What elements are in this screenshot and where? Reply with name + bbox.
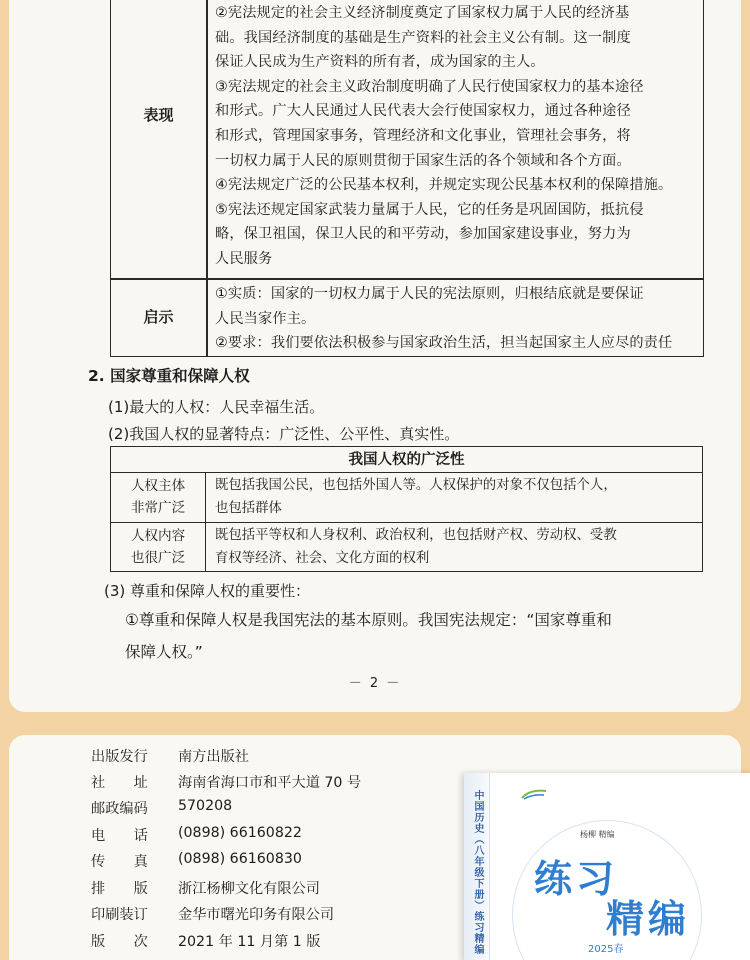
point-3-line-2: 保障人权。” [125, 643, 203, 661]
pub-value: 海南省海口市和平大道 70 号 [178, 775, 362, 791]
pub-value: 2021 年 11 月第 1 版 [178, 934, 321, 950]
human-rights-table [110, 446, 703, 572]
pub-label: 邮政编码 [91, 801, 148, 817]
pub-value: 南方出版社 [178, 749, 249, 765]
pub-label: 印刷装订 [91, 907, 148, 923]
pub-value: (0898) 66160830 [178, 851, 302, 867]
pub-row-edition [91, 931, 321, 951]
text-line: 础。我国经济制度的基础是生产资料的社会主义公有制。这一制度 [215, 29, 631, 46]
pub-row-phone [91, 825, 302, 845]
pub-value: (0898) 66160822 [178, 825, 302, 841]
book-authors: 杨柳 精编 [580, 830, 615, 839]
row-content [215, 523, 699, 570]
text-line: 保证人民成为生产资料的所有者，成为国家的主人。 [215, 54, 545, 71]
page-number: － 2 － [348, 676, 402, 691]
label-line: 非常广泛 [130, 500, 186, 516]
pub-row-fax [91, 851, 302, 871]
text-line: 人民服务 [215, 250, 273, 267]
table-divider [111, 278, 703, 280]
text-line: 也包括群体 [215, 501, 282, 516]
pub-row-publisher [91, 746, 249, 766]
book-title-line-1: 练习 [534, 857, 619, 901]
pub-label: 排 版 [91, 881, 148, 897]
book-edition-year: 2025春 [588, 944, 624, 955]
point-3-line-1: ①尊重和保障人权是我国宪法的基本原则。我国宪法规定：“国家尊重和 [125, 611, 612, 629]
label-line: 人权内容 [130, 528, 186, 544]
pub-label: 出版发行 [91, 749, 148, 765]
textbook-page [9, 0, 741, 712]
label-line: 人权主体 [130, 478, 186, 494]
text-line: ②要求：我们要依法积极参与国家政治生活，担当起国家主人应尽的责任 [215, 335, 673, 352]
text-line: ①实质：国家的一切权力属于人民的宪法原则，归根结底就是要保证 [215, 286, 644, 302]
pub-value: 金华市曙光印务有限公司 [178, 907, 335, 923]
pub-label: 传 真 [91, 854, 148, 870]
row-label [111, 473, 206, 522]
spine-title: 中国历史（八年级下册）练习精编 [472, 790, 483, 955]
performance-cell [215, 1, 699, 272]
pub-row-typesetting [91, 878, 320, 898]
pub-label: 版 次 [91, 934, 148, 950]
point-3: (3) 尊重和保障人权的重要性： [104, 582, 311, 600]
table-row [111, 473, 702, 522]
row-head-inspiration: 启示 [143, 308, 174, 326]
row-head-performance: 表现 [143, 106, 174, 124]
text-line: 和形式。广大人民通过人民代表大会行使国家权力，通过各种途径 [215, 103, 631, 120]
text-line: 育权等经济、社会、文化方面的权利 [215, 551, 430, 566]
inspiration-cell [215, 282, 699, 356]
text-line: 人民当家作主。 [215, 310, 316, 327]
row-label [111, 523, 206, 571]
text-line: ②宪法规定的社会主义经济制度奠定了国家权力属于人民的经济基 [215, 5, 630, 21]
text-line: 既包括平等权和人身权利、政治权利，也包括财产权、劳动权、受教 [215, 528, 617, 543]
pub-row-printing [91, 904, 334, 924]
rights-table-title: 我国人权的广泛性 [111, 447, 702, 473]
row-content [215, 473, 699, 520]
pub-value: 浙江杨柳文化有限公司 [178, 881, 320, 897]
constitution-table [110, 0, 704, 357]
table-divider [206, 0, 208, 356]
pub-row-postcode [91, 798, 232, 818]
pub-label: 社 址 [91, 775, 148, 791]
text-line: 和形式，管理国家事务，管理经济和文化事业，管理社会事务，将 [215, 127, 631, 144]
point-2: (2)我国人权的显著特点：广泛性、公平性、真实性。 [108, 425, 460, 443]
text-line: 一切权力属于人民的原则贯彻于国家生活的各个领域和各个方面。 [215, 152, 631, 169]
pub-label: 电 话 [91, 828, 148, 844]
label-line: 也很广泛 [130, 550, 186, 566]
point-1: (1)最大的人权：人民幸福生活。 [108, 398, 325, 416]
text-line: ⑤宪法还规定国家武装力量属于人民，它的任务是巩固国防，抵抗侵 [215, 201, 644, 218]
text-line: ④宪法规定广泛的公民基本权利，并规定实现公民基本权利的保障措施。 [215, 177, 673, 194]
publisher-logo-icon [520, 787, 548, 801]
pub-row-address [91, 772, 361, 792]
section-title: 2. 国家尊重和保障人权 [88, 367, 250, 385]
pub-value: 570208 [178, 798, 233, 814]
book-title-line-2: 精编 [606, 897, 691, 941]
text-line: ③宪法规定的社会主义政治制度明确了人民行使国家权力的基本途径 [215, 78, 644, 95]
text-line: 既包括我国公民，也包括外国人等。人权保护的对象不仅包括个人， [215, 478, 617, 493]
table-row [111, 522, 702, 571]
text-line: 略，保卫祖国，保卫人民的和平劳动，参加国家建设事业，努力为 [215, 226, 631, 243]
